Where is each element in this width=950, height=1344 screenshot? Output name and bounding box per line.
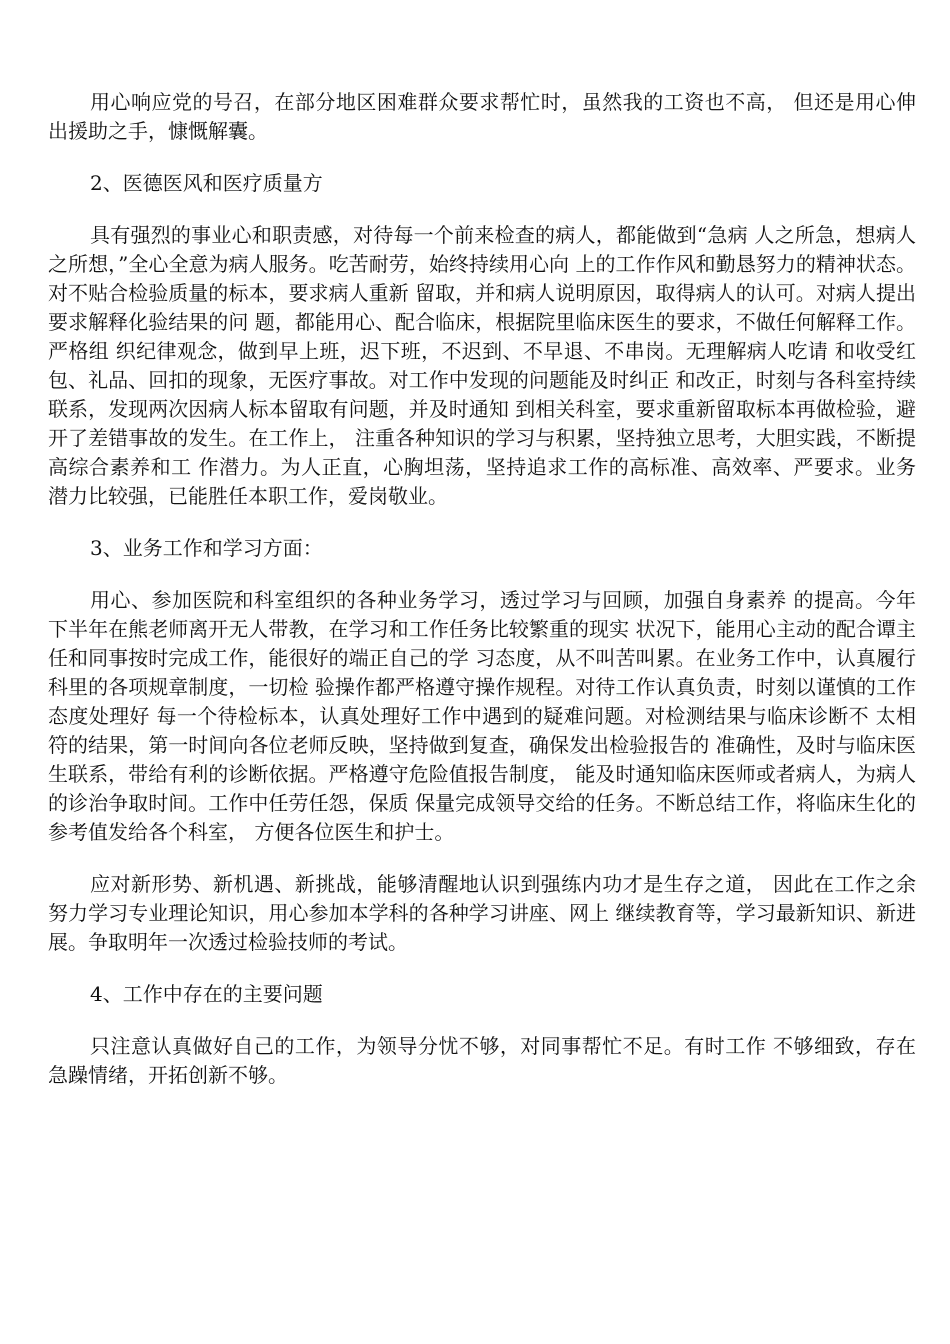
paragraph-medical-ethics: 具有强烈的事业心和职责感，对待每一个前来检查的病人，都能做到“急病 人之所急，想病人之所想，”全心全意为病人服务。吃苦耐劳，始终持续用心向 上的工作作风和勤恳努力的精神状态。对不贴合检验质量的标本，要求病人重新 留取，并和病人说明原因，取得病人的认可。对病人提出要求解释化验结果的问 题，都能用心、配合临床，根据院里临床医生的要求，不做任何解释工作。严格组 织纪律观念，做到早上班，迟下班，不迟到、不早退、不串岗。无理解病人吃请 和收受红包、礼品、回扣的现象，无医疗事故。对工作中发现的问题能及时纠正 和改正，时刻与各科室持续联系，发现两次因病人标本留取有问题，并及时通知 到相关科室，要求重新留取标本再做检验，避开了差错事故的发生。在工作上， 注重各种知识的学习与积累，坚持独立思考，大胆实践，不断提高综合素养和工 作潜力。为人正直，心胸坦荡，坚持追求工作的高标准、高效率、严要求。业务 潜力比较强，已能胜任本职工作，爱岗敬业。 <box>48 223 916 508</box>
paragraph-problems: 只注意认真做好自己的工作，为领导分忧不够，对同事帮忙不足。有时工作 不够细致，存在急躁情绪，开拓创新不够。 <box>48 1034 916 1087</box>
section-heading-problems: 4、工作中存在的主要问题 <box>90 982 323 1006</box>
section-heading-medical-ethics: 2、医德医风和医疗质量方 <box>90 171 323 195</box>
document-body <box>48 88 916 1113</box>
paragraph-new-challenges: 应对新形势、新机遇、新挑战，能够清醒地认识到强练内功才是生存之道， 因此在工作之余努力学习专业理论知识，用心参加本学科的各种学习讲座、网上 继续教育等，学习最新知识、新进展。争取明年一次透过检验技师的考试。 <box>48 872 916 954</box>
paragraph-work-study: 用心、参加医院和科室组织的各种业务学习，透过学习与回顾，加强自身素养 的提高。今年下半年在熊老师离开无人带教，在学习和工作任务比较繁重的现实 状况下，能用心主动的配合谭主任和同事按时完成工作，能很好的端正自己的学 习态度，从不叫苦叫累。在业务工作中，认真履行科里的各项规章制度，一切检 验操作都严格遵守操作规程。对待工作认真负责，时刻以谨慎的工作态度处理好 每一个待检标本，认真处理好工作中遇到的疑难问题。对检测结果与临床诊断不 太相符的结果，第一时间向各位老师反映，坚持做到复查，确保发出检验报告的 准确性，及时与临床医生联系，带给有利的诊断依据。严格遵守危险值报告制度， 能及时通知临床医师或者病人，为病人的诊治争取时间。工作中任劳任怨，保质 保量完成领导交给的任务。不断总结工作，将临床生化的参考值发给各个科室， 方便各位医生和护士。 <box>48 588 916 844</box>
section-heading-work-study: 3、业务工作和学习方面： <box>90 536 323 560</box>
paragraph-donation: 用心响应党的号召，在部分地区困难群众要求帮忙时，虽然我的工资也不高， 但还是用心伸出援助之手，慷慨解囊。 <box>48 90 916 143</box>
